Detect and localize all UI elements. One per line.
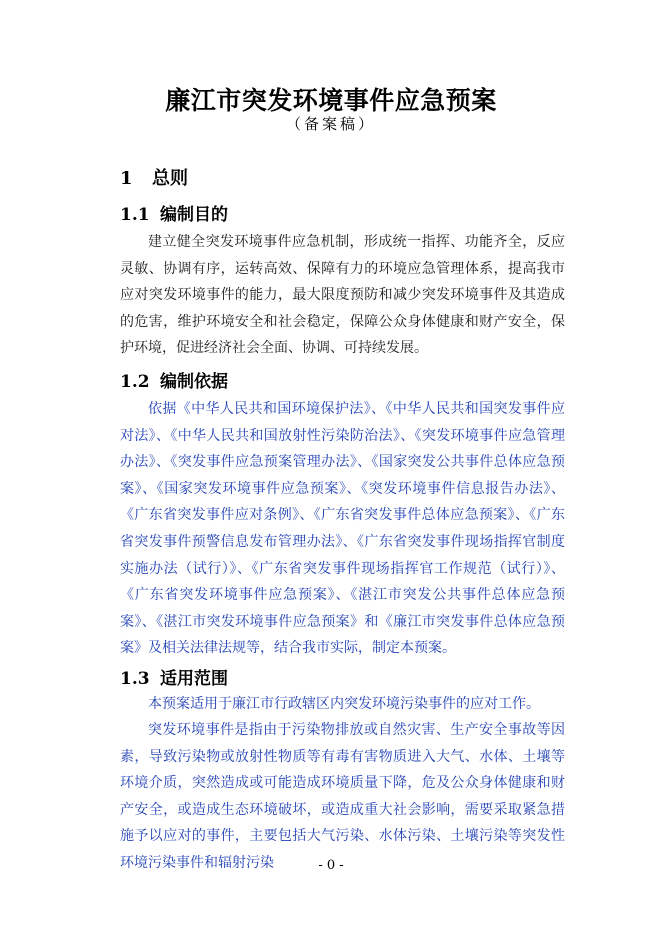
document-title: 廉江市突发环境事件应急预案: [165, 86, 497, 115]
paragraph-purpose: 建立健全突发环境事件应急机制，形成统一指挥、功能齐全，反应灵敏、协调有序，运转高效、保障有力的环境应急管理体系，提高我市应对突发环境事件的能力，最大限度预防和减少突发环境事件及其造成的危害，维护环境安全和社会稳定，保障公众身体健康和财产安全，保护环境，促进经济社会全面、协调、可持续发展。: [120, 234, 565, 357]
page-number: - 0 -: [318, 858, 344, 873]
section-heading-1-2: [120, 367, 228, 392]
section-number: 1.1: [120, 205, 150, 225]
section-number: 1.2: [120, 372, 150, 392]
section-heading-1-3: [120, 664, 228, 689]
paragraph-definition: 突发环境事件是指由于污染物排放或自然灾害、生产安全事故等因素，导致污染物或放射性物质等有毒有害物质进入大气、水体、土壤等环境介质，突然造成或可能造成环境质量下降，危及公众身体健康和财产安全，或造成生态环境破坏，或造成重大社会影响，需要采取紧急措施予以应对的事件，主要包括大气污染、水体污染、土壤污染等突发性环境污染事件和辐射污染: [120, 722, 565, 871]
document-subtitle: （备案稿）: [285, 115, 376, 133]
section-number: 1: [120, 168, 133, 189]
section-title: 总则: [152, 168, 188, 189]
section-title: 编制依据: [160, 372, 228, 392]
section-number: 1.3: [120, 669, 150, 689]
section-title: 适用范围: [160, 669, 228, 689]
section-heading-1-1: [120, 200, 228, 225]
paragraph-basis: 依据《中华人民共和国环境保护法》、《中华人民共和国突发事件应对法》、《中华人民共和国放射性污染防治法》、《突发环境事件应急管理办法》、《突发事件应急预案管理办法》、《国家突发公共事件总体应急预案》、《国家突发环境事件应急预案》、《突发环境事件信息报告办法》、《广东省突发事件应对条例》、《广东省突发事件总体应急预案》、《广东省突发事件预警信息发布管理办法》、《广东省突发事件现场指挥官制度实施办法（试行）》、《广东省突发事件现场指挥官工作规范（试行）》、《广东省突发环境事件应急预案》、《湛江市突发公共事件总体应急预案》、《湛江市突发环境事件应急预案》和《廉江市突发事件总体应急预案》及相关法律法规等，结合我市实际，制定本预案。: [120, 401, 565, 657]
section-title: 编制目的: [160, 205, 228, 225]
section-heading-1: [120, 164, 188, 190]
paragraph-scope: 本预案适用于廉江市行政辖区内突发环境污染事件的应对工作。: [148, 696, 540, 712]
